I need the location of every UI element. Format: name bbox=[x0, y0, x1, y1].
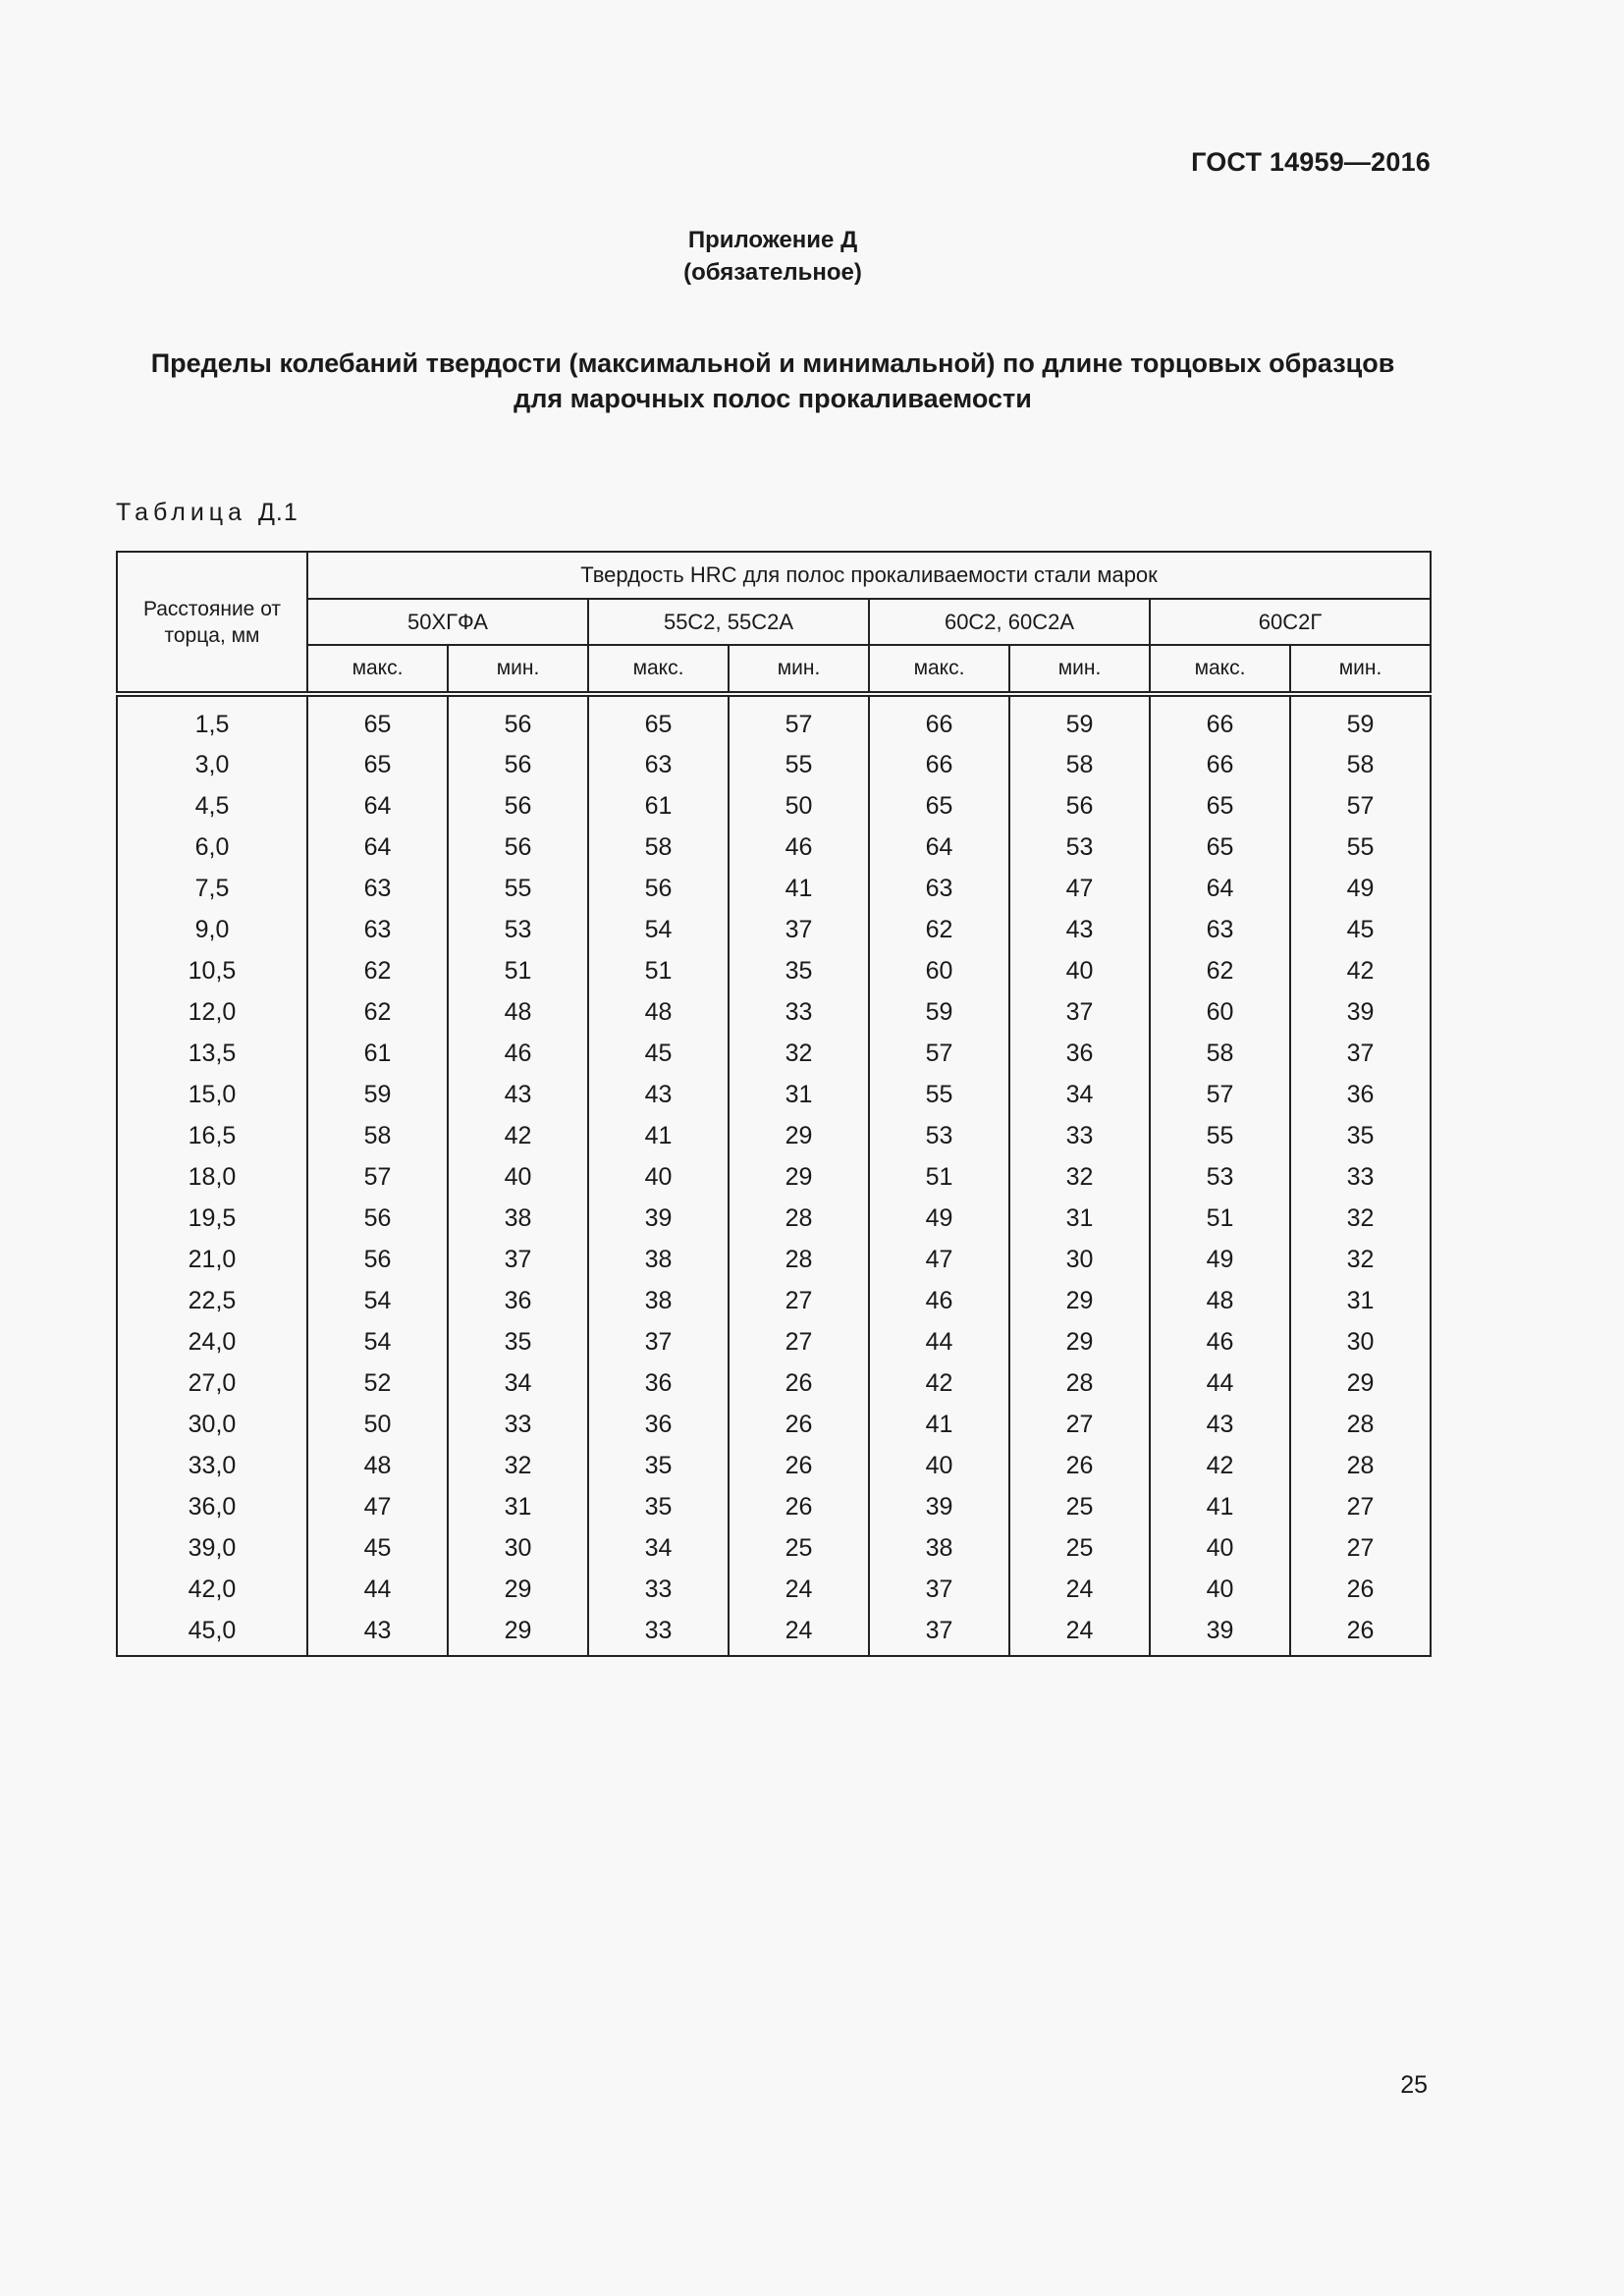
min-hardness-cell: 40 bbox=[448, 1156, 588, 1198]
min-hardness-cell: 24 bbox=[1009, 1610, 1150, 1656]
min-hardness-cell: 37 bbox=[448, 1239, 588, 1280]
appendix-heading bbox=[0, 224, 1545, 289]
min-hardness-cell: 26 bbox=[1290, 1569, 1431, 1610]
max-hardness-cell: 53 bbox=[1150, 1156, 1290, 1198]
min-hardness-cell: 29 bbox=[1290, 1362, 1431, 1404]
min-hardness-cell: 43 bbox=[448, 1074, 588, 1115]
min-hardness-cell: 36 bbox=[448, 1280, 588, 1321]
max-hardness-cell: 42 bbox=[869, 1362, 1009, 1404]
table-row bbox=[117, 991, 1431, 1033]
distance-cell: 30,0 bbox=[117, 1404, 307, 1445]
min-hardness-cell: 28 bbox=[1290, 1445, 1431, 1486]
max-hardness-cell: 47 bbox=[307, 1486, 448, 1527]
min-hardness-cell: 26 bbox=[729, 1404, 869, 1445]
max-hardness-cell: 58 bbox=[307, 1115, 448, 1156]
min-hardness-cell: 37 bbox=[1009, 991, 1150, 1033]
table-row bbox=[117, 1280, 1431, 1321]
hardness-group-header: Твердость HRC для полос прокаливаемости стали марок bbox=[307, 552, 1431, 599]
max-hardness-cell: 65 bbox=[588, 694, 729, 744]
min-hardness-cell: 58 bbox=[1009, 744, 1150, 785]
distance-cell: 21,0 bbox=[117, 1239, 307, 1280]
distance-cell: 13,5 bbox=[117, 1033, 307, 1074]
min-hardness-cell: 34 bbox=[1009, 1074, 1150, 1115]
min-hardness-cell: 27 bbox=[1009, 1404, 1150, 1445]
max-hardness-cell: 35 bbox=[588, 1486, 729, 1527]
table-row bbox=[117, 694, 1431, 744]
max-hardness-cell: 62 bbox=[307, 950, 448, 991]
table-row bbox=[117, 785, 1431, 827]
max-hardness-cell: 49 bbox=[1150, 1239, 1290, 1280]
max-hardness-cell: 66 bbox=[1150, 694, 1290, 744]
min-hardness-cell: 27 bbox=[1290, 1486, 1431, 1527]
max-hardness-cell: 59 bbox=[869, 991, 1009, 1033]
max-hardness-cell: 40 bbox=[1150, 1527, 1290, 1569]
distance-cell: 12,0 bbox=[117, 991, 307, 1033]
distance-header: Расстояние от торца, мм bbox=[117, 552, 307, 694]
max-hardness-cell: 64 bbox=[307, 827, 448, 868]
max-hardness-cell: 63 bbox=[307, 868, 448, 909]
min-hardness-cell: 28 bbox=[729, 1239, 869, 1280]
max-hardness-cell: 63 bbox=[307, 909, 448, 950]
min-hardness-cell: 42 bbox=[1290, 950, 1431, 991]
max-hardness-cell: 46 bbox=[1150, 1321, 1290, 1362]
max-hardness-cell: 42 bbox=[1150, 1445, 1290, 1486]
max-hardness-cell: 39 bbox=[1150, 1610, 1290, 1656]
min-hardness-cell: 33 bbox=[1009, 1115, 1150, 1156]
max-hardness-cell: 44 bbox=[1150, 1362, 1290, 1404]
min-header: мин. bbox=[1290, 645, 1431, 694]
distance-cell: 7,5 bbox=[117, 868, 307, 909]
min-hardness-cell: 56 bbox=[448, 785, 588, 827]
table-row bbox=[117, 827, 1431, 868]
max-hardness-cell: 38 bbox=[588, 1239, 729, 1280]
min-hardness-cell: 50 bbox=[729, 785, 869, 827]
min-hardness-cell: 41 bbox=[729, 868, 869, 909]
max-hardness-cell: 54 bbox=[307, 1280, 448, 1321]
min-hardness-cell: 29 bbox=[1009, 1280, 1150, 1321]
appendix-title: Приложение Д bbox=[687, 227, 858, 253]
hardness-table bbox=[116, 551, 1432, 1657]
max-hardness-cell: 60 bbox=[869, 950, 1009, 991]
min-hardness-cell: 36 bbox=[1290, 1074, 1431, 1115]
page-number: 25 bbox=[1400, 2071, 1428, 2099]
max-hardness-cell: 56 bbox=[307, 1198, 448, 1239]
max-hardness-cell: 39 bbox=[869, 1486, 1009, 1527]
min-hardness-cell: 37 bbox=[729, 909, 869, 950]
max-hardness-cell: 51 bbox=[588, 950, 729, 991]
min-hardness-cell: 24 bbox=[729, 1569, 869, 1610]
min-hardness-cell: 26 bbox=[1290, 1610, 1431, 1656]
table-row bbox=[117, 1527, 1431, 1569]
min-hardness-cell: 31 bbox=[1290, 1280, 1431, 1321]
max-hardness-cell: 38 bbox=[869, 1527, 1009, 1569]
min-hardness-cell: 31 bbox=[729, 1074, 869, 1115]
min-hardness-cell: 56 bbox=[448, 744, 588, 785]
min-header: мин. bbox=[729, 645, 869, 694]
min-hardness-cell: 40 bbox=[1009, 950, 1150, 991]
max-hardness-cell: 54 bbox=[307, 1321, 448, 1362]
max-hardness-cell: 34 bbox=[588, 1527, 729, 1569]
table-row bbox=[117, 1115, 1431, 1156]
min-hardness-cell: 59 bbox=[1290, 694, 1431, 744]
min-hardness-cell: 29 bbox=[1009, 1321, 1150, 1362]
min-hardness-cell: 25 bbox=[729, 1527, 869, 1569]
min-hardness-cell: 46 bbox=[448, 1033, 588, 1074]
table-row bbox=[117, 1486, 1431, 1527]
min-hardness-cell: 29 bbox=[729, 1156, 869, 1198]
distance-cell: 15,0 bbox=[117, 1074, 307, 1115]
table-body bbox=[117, 694, 1431, 1656]
min-hardness-cell: 28 bbox=[729, 1198, 869, 1239]
distance-cell: 22,5 bbox=[117, 1280, 307, 1321]
table-row bbox=[117, 1156, 1431, 1198]
min-hardness-cell: 25 bbox=[1009, 1486, 1150, 1527]
title-line-1: Пределы колебаний твердости (максимальной и минимальной) по длине торцовых образцов bbox=[150, 348, 1395, 378]
max-hardness-cell: 44 bbox=[307, 1569, 448, 1610]
max-header: макс. bbox=[869, 645, 1009, 694]
max-hardness-cell: 47 bbox=[869, 1239, 1009, 1280]
document-code: ГОСТ 14959—2016 bbox=[1191, 147, 1431, 177]
distance-cell: 45,0 bbox=[117, 1610, 307, 1656]
max-hardness-cell: 46 bbox=[869, 1280, 1009, 1321]
min-hardness-cell: 33 bbox=[448, 1404, 588, 1445]
min-hardness-cell: 26 bbox=[729, 1362, 869, 1404]
max-hardness-cell: 40 bbox=[869, 1445, 1009, 1486]
max-hardness-cell: 62 bbox=[307, 991, 448, 1033]
max-hardness-cell: 53 bbox=[869, 1115, 1009, 1156]
max-hardness-cell: 66 bbox=[1150, 744, 1290, 785]
max-hardness-cell: 43 bbox=[588, 1074, 729, 1115]
min-hardness-cell: 46 bbox=[729, 827, 869, 868]
min-hardness-cell: 30 bbox=[448, 1527, 588, 1569]
max-hardness-cell: 48 bbox=[1150, 1280, 1290, 1321]
min-hardness-cell: 45 bbox=[1290, 909, 1431, 950]
min-hardness-cell: 30 bbox=[1009, 1239, 1150, 1280]
max-hardness-cell: 44 bbox=[869, 1321, 1009, 1362]
max-hardness-cell: 41 bbox=[869, 1404, 1009, 1445]
max-header: макс. bbox=[588, 645, 729, 694]
max-hardness-cell: 36 bbox=[588, 1362, 729, 1404]
distance-cell: 1,5 bbox=[117, 694, 307, 744]
max-hardness-cell: 51 bbox=[869, 1156, 1009, 1198]
table-row bbox=[117, 1321, 1431, 1362]
max-hardness-cell: 65 bbox=[307, 694, 448, 744]
distance-cell: 9,0 bbox=[117, 909, 307, 950]
max-hardness-cell: 60 bbox=[1150, 991, 1290, 1033]
max-hardness-cell: 48 bbox=[588, 991, 729, 1033]
min-hardness-cell: 33 bbox=[729, 991, 869, 1033]
min-hardness-cell: 24 bbox=[1009, 1569, 1150, 1610]
max-hardness-cell: 51 bbox=[1150, 1198, 1290, 1239]
table-row bbox=[117, 868, 1431, 909]
max-hardness-cell: 65 bbox=[869, 785, 1009, 827]
min-hardness-cell: 55 bbox=[1290, 827, 1431, 868]
min-hardness-cell: 29 bbox=[448, 1569, 588, 1610]
min-hardness-cell: 47 bbox=[1009, 868, 1150, 909]
max-hardness-cell: 59 bbox=[307, 1074, 448, 1115]
max-hardness-cell: 56 bbox=[307, 1239, 448, 1280]
max-hardness-cell: 65 bbox=[1150, 827, 1290, 868]
min-hardness-cell: 58 bbox=[1290, 744, 1431, 785]
min-hardness-cell: 53 bbox=[1009, 827, 1150, 868]
min-header: мин. bbox=[1009, 645, 1150, 694]
min-hardness-cell: 28 bbox=[1290, 1404, 1431, 1445]
table-row bbox=[117, 1610, 1431, 1656]
distance-cell: 39,0 bbox=[117, 1527, 307, 1569]
min-header: мин. bbox=[448, 645, 588, 694]
min-hardness-cell: 31 bbox=[448, 1486, 588, 1527]
min-hardness-cell: 48 bbox=[448, 991, 588, 1033]
max-hardness-cell: 43 bbox=[1150, 1404, 1290, 1445]
max-hardness-cell: 66 bbox=[869, 744, 1009, 785]
distance-cell: 6,0 bbox=[117, 827, 307, 868]
min-hardness-cell: 57 bbox=[1290, 785, 1431, 827]
max-hardness-cell: 37 bbox=[869, 1569, 1009, 1610]
table-row bbox=[117, 1445, 1431, 1486]
distance-cell: 36,0 bbox=[117, 1486, 307, 1527]
min-hardness-cell: 26 bbox=[729, 1486, 869, 1527]
max-hardness-cell: 35 bbox=[588, 1445, 729, 1486]
distance-cell: 4,5 bbox=[117, 785, 307, 827]
min-hardness-cell: 55 bbox=[448, 868, 588, 909]
min-hardness-cell: 28 bbox=[1009, 1362, 1150, 1404]
min-hardness-cell: 30 bbox=[1290, 1321, 1431, 1362]
distance-cell: 27,0 bbox=[117, 1362, 307, 1404]
max-hardness-cell: 57 bbox=[869, 1033, 1009, 1074]
min-hardness-cell: 55 bbox=[729, 744, 869, 785]
min-hardness-cell: 29 bbox=[448, 1610, 588, 1656]
max-header: макс. bbox=[1150, 645, 1290, 694]
min-hardness-cell: 24 bbox=[729, 1610, 869, 1656]
min-hardness-cell: 36 bbox=[1009, 1033, 1150, 1074]
table-caption-number: Д.1 bbox=[257, 499, 298, 526]
min-hardness-cell: 34 bbox=[448, 1362, 588, 1404]
min-hardness-cell: 39 bbox=[1290, 991, 1431, 1033]
max-hardness-cell: 58 bbox=[588, 827, 729, 868]
max-hardness-cell: 40 bbox=[588, 1156, 729, 1198]
max-header: макс. bbox=[307, 645, 448, 694]
max-hardness-cell: 61 bbox=[588, 785, 729, 827]
max-hardness-cell: 41 bbox=[1150, 1486, 1290, 1527]
max-hardness-cell: 63 bbox=[869, 868, 1009, 909]
max-hardness-cell: 57 bbox=[307, 1156, 448, 1198]
max-hardness-cell: 39 bbox=[588, 1198, 729, 1239]
distance-cell: 10,5 bbox=[117, 950, 307, 991]
max-hardness-cell: 65 bbox=[307, 744, 448, 785]
max-hardness-cell: 61 bbox=[307, 1033, 448, 1074]
max-hardness-cell: 45 bbox=[588, 1033, 729, 1074]
min-hardness-cell: 57 bbox=[729, 694, 869, 744]
max-hardness-cell: 33 bbox=[588, 1610, 729, 1656]
min-hardness-cell: 56 bbox=[1009, 785, 1150, 827]
min-hardness-cell: 31 bbox=[1009, 1198, 1150, 1239]
min-hardness-cell: 35 bbox=[1290, 1115, 1431, 1156]
min-hardness-cell: 42 bbox=[448, 1115, 588, 1156]
max-hardness-cell: 37 bbox=[588, 1321, 729, 1362]
table-row bbox=[117, 1362, 1431, 1404]
max-hardness-cell: 63 bbox=[1150, 909, 1290, 950]
steel-header: 60С2Г bbox=[1150, 599, 1431, 645]
distance-cell: 33,0 bbox=[117, 1445, 307, 1486]
min-hardness-cell: 26 bbox=[729, 1445, 869, 1486]
max-hardness-cell: 55 bbox=[1150, 1115, 1290, 1156]
max-hardness-cell: 57 bbox=[1150, 1074, 1290, 1115]
table-row bbox=[117, 1404, 1431, 1445]
steel-header: 50ХГФА bbox=[307, 599, 588, 645]
table-row bbox=[117, 1074, 1431, 1115]
min-hardness-cell: 32 bbox=[729, 1033, 869, 1074]
max-hardness-cell: 66 bbox=[869, 694, 1009, 744]
steel-header: 55С2, 55С2А bbox=[588, 599, 869, 645]
distance-cell: 19,5 bbox=[117, 1198, 307, 1239]
min-hardness-cell: 32 bbox=[448, 1445, 588, 1486]
min-hardness-cell: 35 bbox=[729, 950, 869, 991]
min-hardness-cell: 37 bbox=[1290, 1033, 1431, 1074]
max-hardness-cell: 49 bbox=[869, 1198, 1009, 1239]
min-hardness-cell: 33 bbox=[1290, 1156, 1431, 1198]
table-caption-word: Таблица bbox=[116, 499, 247, 526]
min-hardness-cell: 35 bbox=[448, 1321, 588, 1362]
min-hardness-cell: 26 bbox=[1009, 1445, 1150, 1486]
table-row bbox=[117, 909, 1431, 950]
max-hardness-cell: 48 bbox=[307, 1445, 448, 1486]
max-hardness-cell: 64 bbox=[1150, 868, 1290, 909]
max-hardness-cell: 41 bbox=[588, 1115, 729, 1156]
distance-cell: 16,5 bbox=[117, 1115, 307, 1156]
page-title bbox=[0, 346, 1545, 416]
min-hardness-cell: 59 bbox=[1009, 694, 1150, 744]
distance-cell: 42,0 bbox=[117, 1569, 307, 1610]
max-hardness-cell: 40 bbox=[1150, 1569, 1290, 1610]
min-hardness-cell: 27 bbox=[729, 1280, 869, 1321]
min-hardness-cell: 32 bbox=[1009, 1156, 1150, 1198]
max-hardness-cell: 56 bbox=[588, 868, 729, 909]
min-hardness-cell: 51 bbox=[448, 950, 588, 991]
max-hardness-cell: 55 bbox=[869, 1074, 1009, 1115]
max-hardness-cell: 64 bbox=[869, 827, 1009, 868]
max-hardness-cell: 38 bbox=[588, 1280, 729, 1321]
min-hardness-cell: 49 bbox=[1290, 868, 1431, 909]
table-row bbox=[117, 1569, 1431, 1610]
min-hardness-cell: 27 bbox=[729, 1321, 869, 1362]
min-hardness-cell: 53 bbox=[448, 909, 588, 950]
max-hardness-cell: 64 bbox=[307, 785, 448, 827]
title-line-2: для марочных полос прокаливаемости bbox=[514, 384, 1032, 413]
max-hardness-cell: 62 bbox=[869, 909, 1009, 950]
max-hardness-cell: 62 bbox=[1150, 950, 1290, 991]
max-hardness-cell: 65 bbox=[1150, 785, 1290, 827]
max-hardness-cell: 45 bbox=[307, 1527, 448, 1569]
table-row bbox=[117, 1198, 1431, 1239]
max-hardness-cell: 50 bbox=[307, 1404, 448, 1445]
distance-cell: 18,0 bbox=[117, 1156, 307, 1198]
max-hardness-cell: 63 bbox=[588, 744, 729, 785]
table-caption bbox=[116, 499, 298, 527]
max-hardness-cell: 58 bbox=[1150, 1033, 1290, 1074]
appendix-status: (обязательное) bbox=[683, 259, 862, 286]
distance-cell: 3,0 bbox=[117, 744, 307, 785]
table-row bbox=[117, 1239, 1431, 1280]
min-hardness-cell: 27 bbox=[1290, 1527, 1431, 1569]
max-hardness-cell: 33 bbox=[588, 1569, 729, 1610]
table-row bbox=[117, 950, 1431, 991]
min-hardness-cell: 56 bbox=[448, 827, 588, 868]
max-hardness-cell: 43 bbox=[307, 1610, 448, 1656]
max-hardness-cell: 37 bbox=[869, 1610, 1009, 1656]
min-hardness-cell: 25 bbox=[1009, 1527, 1150, 1569]
min-hardness-cell: 43 bbox=[1009, 909, 1150, 950]
min-hardness-cell: 56 bbox=[448, 694, 588, 744]
max-hardness-cell: 52 bbox=[307, 1362, 448, 1404]
steel-header: 60С2, 60С2А bbox=[869, 599, 1150, 645]
min-hardness-cell: 32 bbox=[1290, 1239, 1431, 1280]
max-hardness-cell: 36 bbox=[588, 1404, 729, 1445]
min-hardness-cell: 29 bbox=[729, 1115, 869, 1156]
max-hardness-cell: 54 bbox=[588, 909, 729, 950]
min-hardness-cell: 38 bbox=[448, 1198, 588, 1239]
min-hardness-cell: 32 bbox=[1290, 1198, 1431, 1239]
distance-cell: 24,0 bbox=[117, 1321, 307, 1362]
table-row bbox=[117, 744, 1431, 785]
table-row bbox=[117, 1033, 1431, 1074]
